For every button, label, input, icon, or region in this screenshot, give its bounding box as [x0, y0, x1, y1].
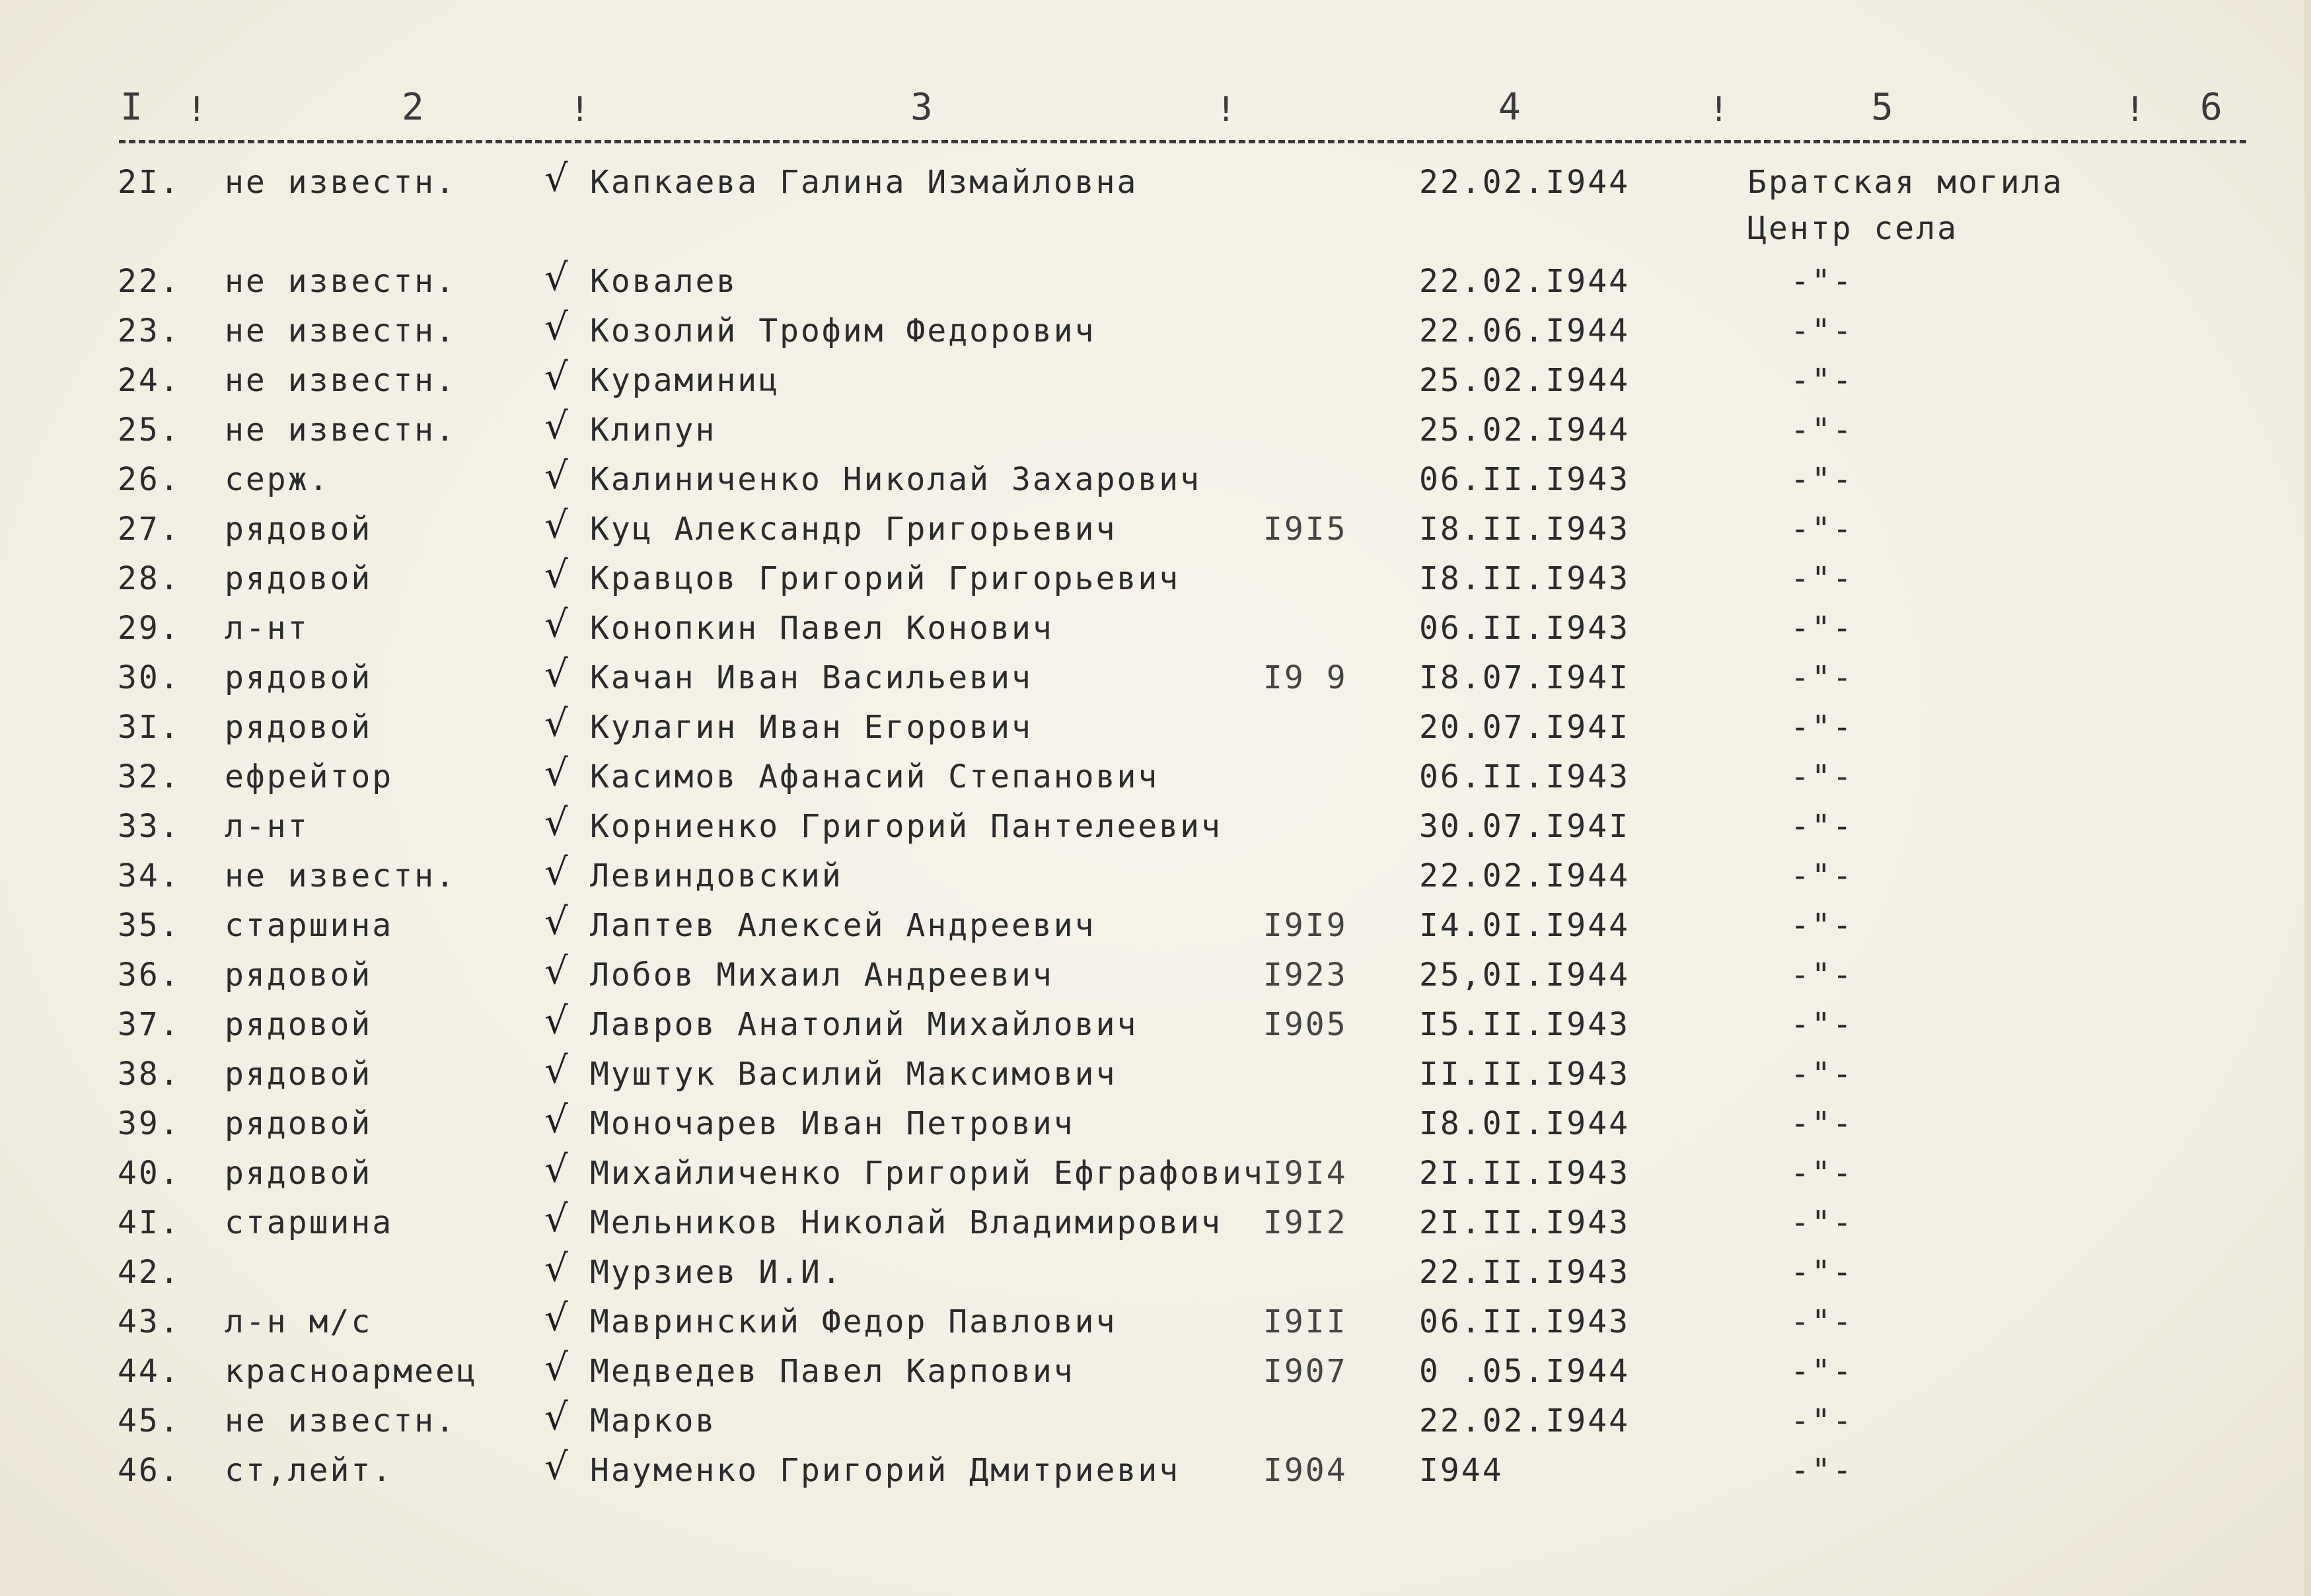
record-death-date: 22.02.I944: [1419, 263, 1630, 300]
record-row: [0, 306, 2311, 359]
record-birth-year: I907: [1263, 1353, 1348, 1390]
checkmark-icon: √: [544, 454, 570, 497]
record-number: 32.: [118, 758, 181, 795]
column-separator: !: [2125, 90, 2146, 129]
record-burial-place: -"-: [1790, 758, 1854, 795]
record-number: 22.: [118, 263, 181, 300]
record-number: 27.: [118, 511, 181, 548]
record-rank: не известн.: [225, 412, 457, 449]
record-death-date: I8.07.I94I: [1419, 659, 1630, 696]
checkmark-icon: √: [544, 900, 570, 943]
record-burial-place: -"-: [1790, 263, 1854, 300]
record-burial-place: -"-: [1790, 957, 1854, 994]
record-number: 34.: [118, 857, 181, 894]
record-row: [0, 603, 2311, 656]
record-name: Мурзиев И.И.: [590, 1254, 843, 1291]
checkmark-icon: √: [544, 1148, 570, 1191]
record-birth-year: I9I9: [1263, 907, 1348, 944]
record-row: [0, 900, 2311, 953]
column-separator: !: [1708, 90, 1730, 129]
record-rank: рядовой: [225, 1056, 373, 1093]
record-birth-year: I9II: [1263, 1303, 1348, 1340]
record-row: [0, 157, 2311, 247]
record-death-date: 25.02.I944: [1419, 412, 1630, 449]
record-burial-place: -"-: [1790, 1254, 1854, 1291]
record-number: 29.: [118, 610, 181, 647]
checkmark-icon: √: [544, 1049, 570, 1092]
checkmark-icon: √: [544, 801, 570, 844]
record-number: 35.: [118, 907, 181, 944]
record-number: 42.: [118, 1254, 181, 1291]
record-burial-place: -"-: [1790, 511, 1854, 548]
record-death-date: I944: [1419, 1452, 1504, 1489]
record-row: [0, 1198, 2311, 1251]
record-burial-place: -"-: [1790, 610, 1854, 647]
record-burial-subline: Центр села: [1747, 210, 1958, 247]
record-name: Козолий Трофим Федорович: [590, 312, 1096, 349]
record-rank: л-нт: [225, 808, 309, 845]
checkmark-icon: √: [544, 554, 570, 597]
column-separator: !: [569, 90, 591, 129]
record-burial-place: -"-: [1790, 709, 1854, 746]
record-row: [0, 1148, 2311, 1201]
checkmark-icon: √: [544, 1396, 570, 1439]
column-header-2: 2: [402, 86, 425, 129]
record-number: 24.: [118, 362, 181, 399]
record-name: Марков: [590, 1402, 717, 1439]
record-burial-place: -"-: [1790, 560, 1854, 597]
record-burial-place: -"-: [1790, 1303, 1854, 1340]
record-rank: старшина: [225, 907, 394, 944]
record-number: 26.: [118, 461, 181, 498]
record-death-date: I8.0I.I944: [1419, 1105, 1630, 1142]
checkmark-icon: √: [544, 1099, 570, 1142]
record-death-date: 06.II.I943: [1419, 1303, 1630, 1340]
record-number: 3I.: [118, 709, 181, 746]
record-death-date: 22.II.I943: [1419, 1254, 1630, 1291]
record-name: Моночарев Иван Петрович: [590, 1105, 1075, 1142]
record-death-date: 22.02.I944: [1419, 164, 1630, 201]
record-rank: старшина: [225, 1204, 394, 1241]
record-rank: рядовой: [225, 957, 373, 994]
record-row: [0, 1297, 2311, 1350]
checkmark-icon: √: [544, 405, 570, 448]
record-rank: не известн.: [225, 857, 457, 894]
record-rank: л-н м/с: [225, 1303, 373, 1340]
column-header-3: 3: [910, 86, 934, 129]
record-burial-place: -"-: [1790, 1105, 1854, 1142]
record-birth-year: I905: [1263, 1006, 1348, 1043]
record-burial-place: -"-: [1790, 659, 1854, 696]
record-death-date: 0 .05.I944: [1419, 1353, 1630, 1390]
record-death-date: 25.02.I944: [1419, 362, 1630, 399]
record-number: 39.: [118, 1105, 181, 1142]
header-dashed-rule: [119, 140, 2246, 143]
record-row: [0, 1049, 2311, 1102]
checkmark-icon: √: [544, 306, 570, 349]
record-rank: рядовой: [225, 659, 373, 696]
checkmark-icon: √: [544, 1445, 570, 1488]
record-name: Кравцов Григорий Григорьевич: [590, 560, 1181, 597]
checkmark-icon: √: [544, 702, 570, 745]
record-death-date: I8.II.I943: [1419, 511, 1630, 548]
record-row: [0, 554, 2311, 606]
record-rank: не известн.: [225, 1402, 457, 1439]
checkmark-icon: √: [544, 752, 570, 795]
record-name: Калиниченко Николай Захарович: [590, 461, 1202, 498]
record-rank: рядовой: [225, 709, 373, 746]
record-number: 23.: [118, 312, 181, 349]
record-row: [0, 950, 2311, 1003]
record-name: Мельников Николай Владимирович: [590, 1204, 1222, 1241]
record-death-date: I5.II.I943: [1419, 1006, 1630, 1043]
record-row: [0, 1247, 2311, 1300]
record-burial-place: -"-: [1790, 1353, 1854, 1390]
record-name: Левиндовский: [590, 857, 843, 894]
record-name: Мавринский Федор Павлович: [590, 1303, 1117, 1340]
record-name: Касимов Афанасий Степанович: [590, 758, 1159, 795]
record-rank: не известн.: [225, 164, 457, 201]
record-rank: не известн.: [225, 312, 457, 349]
record-death-date: 22.06.I944: [1419, 312, 1630, 349]
record-rank: рядовой: [225, 1006, 373, 1043]
record-burial-place: -"-: [1790, 1402, 1854, 1439]
record-number: 2I.: [118, 164, 181, 201]
record-burial-place: Братская могила: [1747, 164, 2064, 201]
column-header-5: 5: [1871, 86, 1895, 129]
record-row: [0, 504, 2311, 557]
column-header-row: [0, 86, 2311, 152]
record-burial-place: -"-: [1790, 1452, 1854, 1489]
record-row: [0, 801, 2311, 854]
record-name: Конопкин Павел Конович: [590, 610, 1054, 647]
record-number: 25.: [118, 412, 181, 449]
record-burial-place: -"-: [1790, 1056, 1854, 1093]
record-rank: рядовой: [225, 511, 373, 548]
record-row: [0, 1346, 2311, 1399]
checkmark-icon: √: [544, 1346, 570, 1389]
record-birth-year: I9I4: [1263, 1155, 1348, 1192]
record-name: Науменко Григорий Дмитриевич: [590, 1452, 1181, 1489]
checkmark-icon: √: [544, 1247, 570, 1290]
record-number: 43.: [118, 1303, 181, 1340]
record-row: [0, 405, 2311, 458]
record-number: 46.: [118, 1452, 181, 1489]
column-header-1: I: [120, 86, 144, 129]
record-burial-place: -"-: [1790, 461, 1854, 498]
record-row: [0, 653, 2311, 706]
checkmark-icon: √: [544, 504, 570, 547]
record-name: Михайличенко Григорий Ефграфович: [590, 1155, 1265, 1192]
record-row: [0, 454, 2311, 507]
column-separator: !: [186, 90, 207, 129]
record-death-date: 2I.II.I943: [1419, 1204, 1630, 1241]
record-number: 36.: [118, 957, 181, 994]
record-death-date: 2I.II.I943: [1419, 1155, 1630, 1192]
record-row: [0, 355, 2311, 408]
record-rank: л-нт: [225, 610, 309, 647]
record-row: [0, 999, 2311, 1052]
record-name: Кураминиц: [590, 362, 780, 399]
record-birth-year: I9 9: [1263, 659, 1348, 696]
record-death-date: 20.07.I94I: [1419, 709, 1630, 746]
record-rank: рядовой: [225, 1105, 373, 1142]
checkmark-icon: √: [544, 999, 570, 1042]
record-death-date: 06.II.I943: [1419, 758, 1630, 795]
record-name: Лобов Михаил Андреевич: [590, 957, 1054, 994]
record-name: Куц Александр Григорьевич: [590, 511, 1117, 548]
record-name: Корниенко Григорий Пантелеевич: [590, 808, 1222, 845]
record-row: [0, 702, 2311, 755]
record-death-date: 22.02.I944: [1419, 857, 1630, 894]
record-name: Кулагин Иван Егорович: [590, 709, 1033, 746]
record-rank: не известн.: [225, 263, 457, 300]
checkmark-icon: √: [544, 851, 570, 894]
record-row: [0, 256, 2311, 309]
record-name: Медведев Павел Карпович: [590, 1353, 1075, 1390]
record-number: 28.: [118, 560, 181, 597]
checkmark-icon: √: [544, 653, 570, 696]
checkmark-icon: √: [544, 355, 570, 398]
record-rank: ефрейтор: [225, 758, 394, 795]
record-death-date: 06.II.I943: [1419, 461, 1630, 498]
record-number: 38.: [118, 1056, 181, 1093]
record-death-date: 30.07.I94I: [1419, 808, 1630, 845]
record-death-date: II.II.I943: [1419, 1056, 1630, 1093]
record-burial-place: -"-: [1790, 907, 1854, 944]
checkmark-icon: √: [544, 157, 570, 200]
record-birth-year: I9I2: [1263, 1204, 1348, 1241]
record-rank: красноармеец: [225, 1353, 478, 1390]
record-row: [0, 1445, 2311, 1498]
checkmark-icon: √: [544, 950, 570, 993]
record-burial-place: -"-: [1790, 312, 1854, 349]
record-burial-place: -"-: [1790, 1155, 1854, 1192]
checkmark-icon: √: [544, 1297, 570, 1340]
record-name: Лавров Анатолий Михайлович: [590, 1006, 1138, 1043]
record-burial-place: -"-: [1790, 808, 1854, 845]
checkmark-icon: √: [544, 1198, 570, 1241]
record-number: 40.: [118, 1155, 181, 1192]
record-rank: рядовой: [225, 560, 373, 597]
record-birth-year: I904: [1263, 1452, 1348, 1489]
record-burial-place: -"-: [1790, 1204, 1854, 1241]
checkmark-icon: √: [544, 603, 570, 646]
record-row: [0, 1396, 2311, 1449]
record-rank: ст,лейт.: [225, 1452, 394, 1489]
record-name: Капкаева Галина Измайловна: [590, 164, 1138, 201]
record-name: Клипун: [590, 412, 717, 449]
column-separator: !: [1216, 90, 1237, 129]
record-rank: не известн.: [225, 362, 457, 399]
record-death-date: 22.02.I944: [1419, 1402, 1630, 1439]
record-death-date: I4.0I.I944: [1419, 907, 1630, 944]
record-number: 30.: [118, 659, 181, 696]
record-name: Муштук Василий Максимович: [590, 1056, 1117, 1093]
record-death-date: I8.II.I943: [1419, 560, 1630, 597]
record-rank: рядовой: [225, 1155, 373, 1192]
record-name: Ковалев: [590, 263, 738, 300]
checkmark-icon: √: [544, 256, 570, 299]
record-number: 33.: [118, 808, 181, 845]
record-row: [0, 752, 2311, 805]
record-burial-place: -"-: [1790, 362, 1854, 399]
record-number: 44.: [118, 1353, 181, 1390]
record-number: 4I.: [118, 1204, 181, 1241]
record-rank: серж.: [225, 461, 330, 498]
record-death-date: 25,0I.I944: [1419, 957, 1630, 994]
record-number: 37.: [118, 1006, 181, 1043]
record-row: [0, 1099, 2311, 1151]
column-header-4: 4: [1498, 86, 1522, 129]
record-burial-place: -"-: [1790, 857, 1854, 894]
record-birth-year: I923: [1263, 957, 1348, 994]
record-name: Лаптев Алексей Андреевич: [590, 907, 1096, 944]
column-header-6: 6: [2200, 86, 2224, 129]
record-name: Качан Иван Васильевич: [590, 659, 1033, 696]
record-death-date: 06.II.I943: [1419, 610, 1630, 647]
record-row: [0, 851, 2311, 904]
record-burial-place: -"-: [1790, 1006, 1854, 1043]
record-birth-year: I9I5: [1263, 511, 1348, 548]
record-number: 45.: [118, 1402, 181, 1439]
record-burial-place: -"-: [1790, 412, 1854, 449]
